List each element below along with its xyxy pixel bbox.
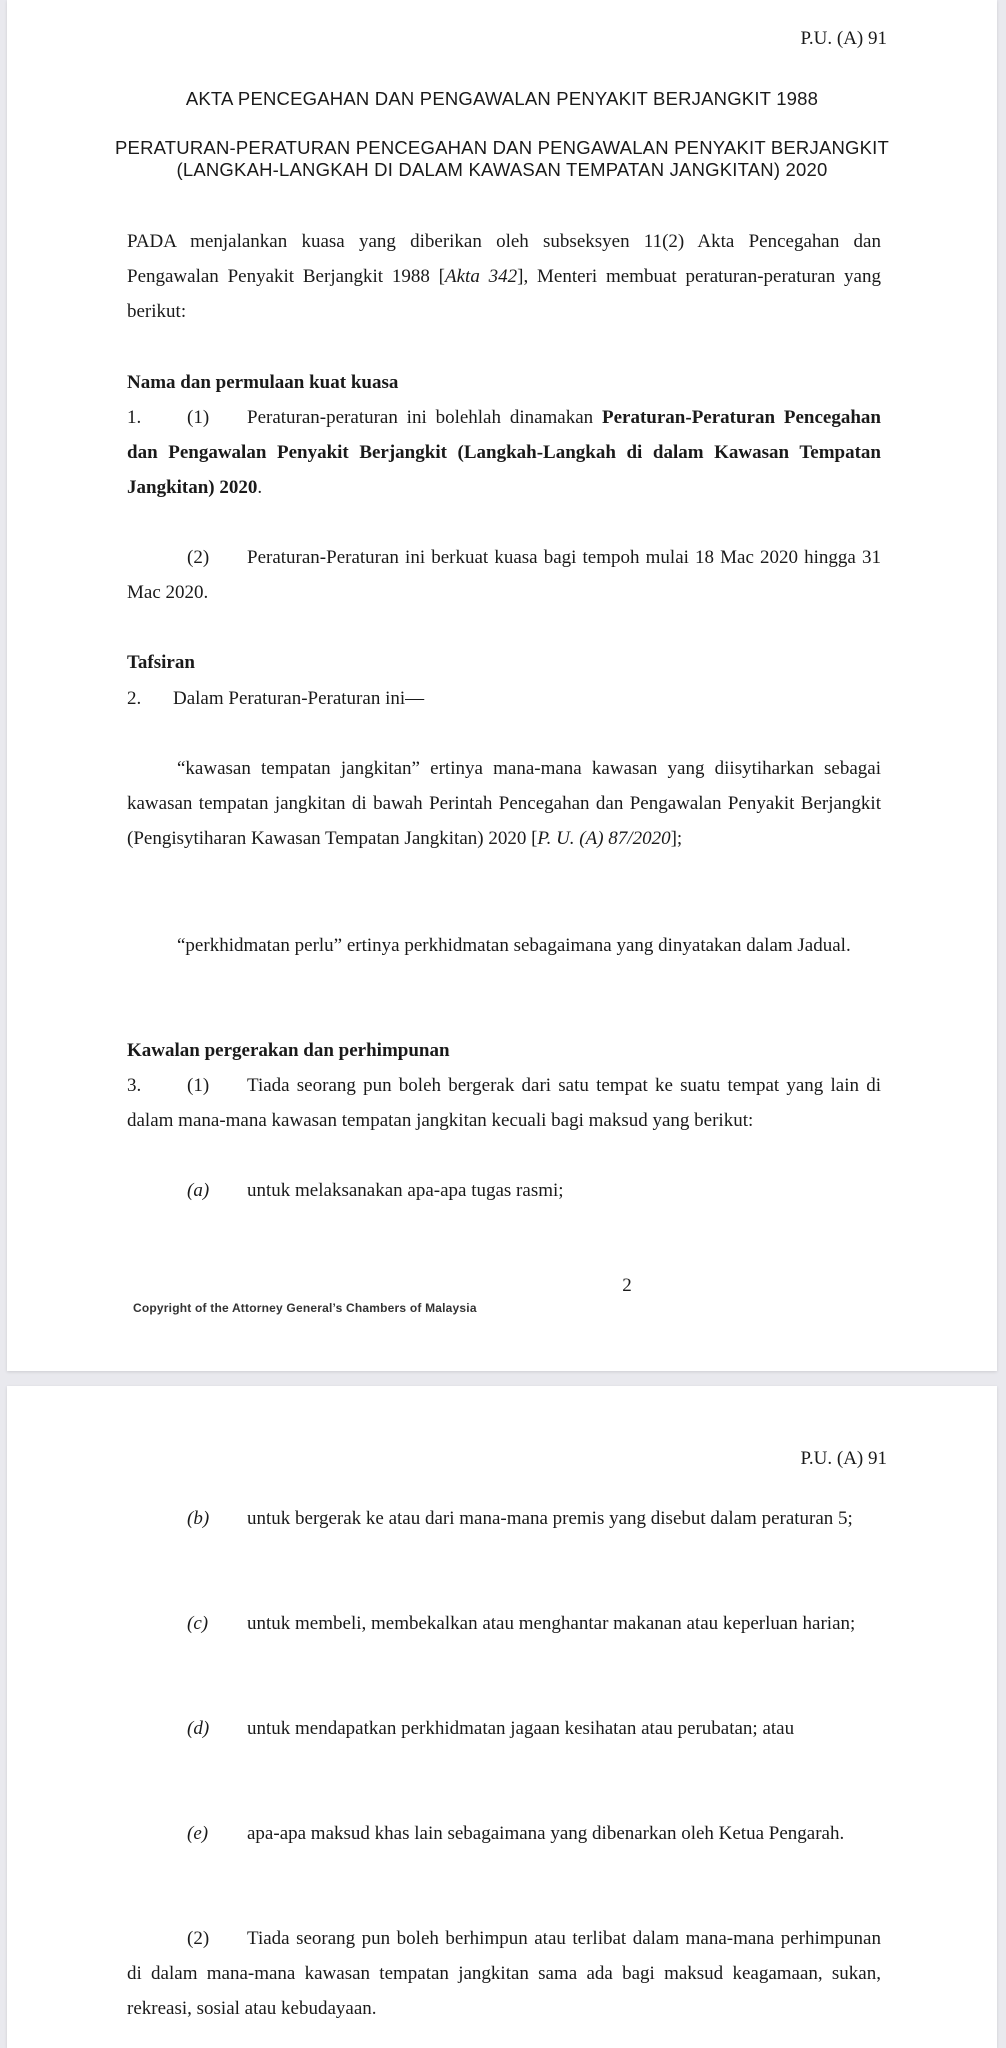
item-a-label: (a) — [187, 1180, 210, 1201]
item-b-label: (b) — [187, 1508, 210, 1529]
page-reference: P.U. (A) 91 — [800, 28, 887, 49]
copyright-notice: Copyright of the Attorney General’s Chambers of Malaysia — [133, 1301, 477, 1315]
regulation-1-2: (2) Peraturan-Peraturan ini berkuat kuasa bagi tempoh mulai 18 Mac 2020 hingga 31 Mac 2020. — [127, 540, 881, 610]
item-d — [187, 1711, 881, 1746]
document-page-1 — [7, 0, 997, 1371]
regulation-2-number: 2. — [127, 688, 142, 709]
page-reference: P.U. (A) 91 — [800, 1448, 887, 1469]
regulation-3-sub-2: (2) — [187, 1928, 210, 1949]
definition-infected-local-area: “kawasan tempatan jangkitan” ertinya mana-mana kawasan yang diisytiharkan sebagai kawasan tempatan jangkitan di bawah Perintah Pencegahan dan Pengawalan Penyakit Berjangkit (Pengisytiharan Kawasan Tempatan Jangkitan) 2020 [P. U. (A) 87/2020]; — [127, 758, 881, 849]
regulation-title-line-2: (LANGKAH-LANGKAH DI DALAM KAWASAN TEMPATAN JANGKITAN) 2020 — [176, 159, 828, 180]
heading-name-and-commencement: Nama dan permulaan kuat kuasa — [127, 372, 399, 393]
preamble: PADA menjalankan kuasa yang diberikan oleh subseksyen 11(2) Akta Pencegahan dan Pengawalan Penyakit Berjangkit 1988 [Akta 342], Menteri membuat peraturan-peraturan yang berikut: — [127, 231, 881, 322]
regulation-1-1: 1. (1) Peraturan-peraturan ini bolehlah dinamakan Peraturan-Peraturan Pencegahan dan Pengawalan Penyakit Berjangkit (Langkah-Langkah di dalam Kawasan Tempatan Jangkitan) 2020. — [127, 400, 881, 505]
act-title: AKTA PENCEGAHAN DAN PENGAWALAN PENYAKIT BERJANGKIT 1988 — [185, 88, 819, 109]
item-d-label: (d) — [187, 1718, 210, 1739]
regulation-3-1: 3. (1) Tiada seorang pun boleh bergerak dari satu tempat ke suatu tempat yang lain di dalam mana-mana kawasan tempatan jangkitan kecuali bagi maksud yang berikut: — [127, 1068, 881, 1138]
item-c — [187, 1606, 881, 1641]
regulation-3-number: 3. — [127, 1075, 142, 1096]
regulation-1-sub-1: (1) — [187, 407, 210, 428]
item-d-text: untuk mendapatkan perkhidmatan jagaan kesihatan atau perubatan; atau — [247, 1718, 795, 1739]
heading-interpretation: Tafsiran — [127, 652, 195, 673]
regulation-2 — [127, 681, 425, 716]
page-number: 2 — [622, 1275, 632, 1296]
document-page-2 — [7, 1386, 997, 2048]
item-e-label: (e) — [187, 1823, 209, 1844]
item-b-text: untuk bergerak ke atau dari mana-mana premis yang disebut dalam peraturan 5; — [247, 1508, 853, 1529]
item-c-text: untuk membeli, membekalkan atau menghantar makanan atau keperluan harian; — [247, 1613, 856, 1634]
item-e-text: apa-apa maksud khas lain sebagaimana yang dibenarkan oleh Ketua Pengarah. — [247, 1823, 845, 1844]
definition-essential-services: “perkhidmatan perlu” ertinya perkhidmatan sebagaimana yang dinyatakan dalam Jadual. — [177, 935, 851, 956]
item-b — [187, 1501, 881, 1536]
regulation-3-sub-1: (1) — [187, 1075, 210, 1096]
heading-movement-control: Kawalan pergerakan dan perhimpunan — [127, 1040, 450, 1061]
item-a-text: untuk melaksanakan apa-apa tugas rasmi; — [247, 1180, 564, 1201]
regulation-title-line-1: PERATURAN-PERATURAN PENCEGAHAN DAN PENGAWALAN PENYAKIT BERJANGKIT — [114, 137, 890, 158]
regulation-1-number: 1. — [127, 407, 142, 428]
item-a — [187, 1173, 881, 1208]
regulation-2-text: Dalam Peraturan-Peraturan ini— — [173, 688, 425, 709]
regulation-3-2: (2) Tiada seorang pun boleh berhimpun atau terlibat dalam mana-mana perhimpunan di dalam mana-mana kawasan tempatan jangkitan sama ada bagi maksud keagamaan, sukan, rekreasi, sosial atau kebudayaan. — [127, 1921, 881, 2026]
regulation-1-sub-2: (2) — [187, 547, 210, 568]
item-c-label: (c) — [187, 1613, 209, 1634]
item-e — [187, 1816, 881, 1851]
